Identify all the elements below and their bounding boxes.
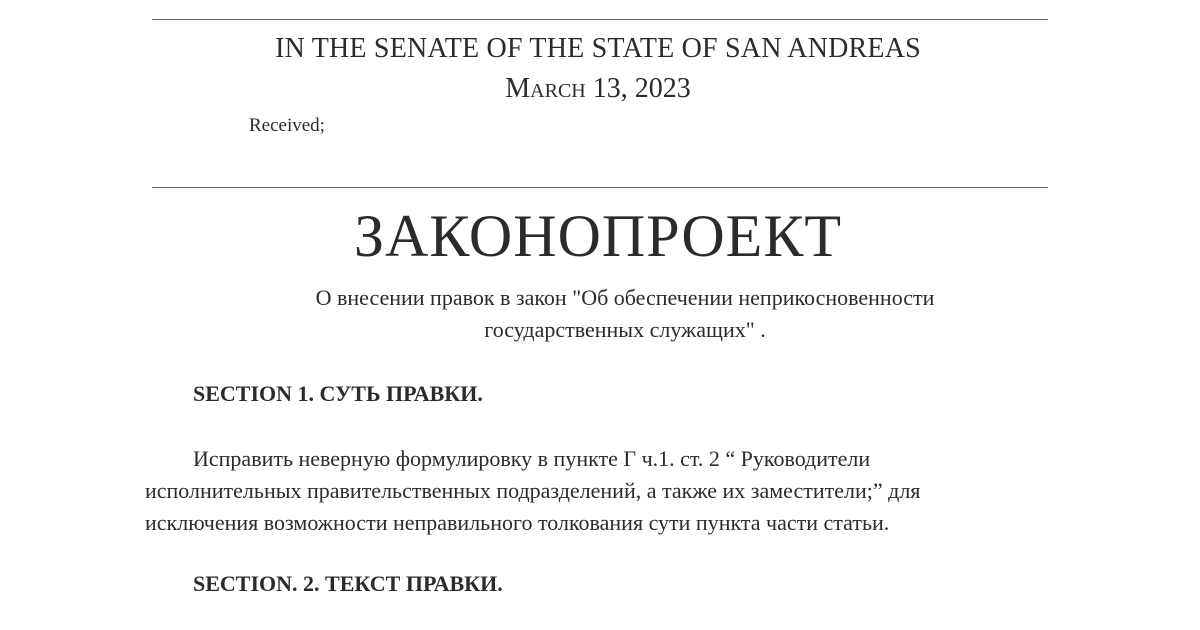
senate-heading: IN THE SENATE OF THE STATE OF SAN ANDREAS <box>275 33 921 64</box>
header-divider <box>152 187 1048 188</box>
bill-subtitle <box>250 282 1000 346</box>
bill-subtitle-line-1: О внесении правок в закон "Об обеспечении неприкосновенности <box>315 285 935 310</box>
section-1-body <box>145 443 1025 539</box>
section-2-heading: SECTION. 2. ТЕКСТ ПРАВКИ. <box>193 571 503 596</box>
document-date: March 13, 2023 <box>505 73 691 104</box>
section-1-heading: SECTION 1. СУТЬ ПРАВКИ. <box>193 381 483 406</box>
top-divider <box>152 19 1048 20</box>
section-1-body-line-1: Исправить неверную формулировку в пункте Г ч.1. ст. 2 “ Руководители <box>193 446 871 471</box>
section-1-body-line-2: исполнительных правительственных подразделений, а также их заместители;” для <box>145 478 921 503</box>
bill-title: ЗАКОНОПРОЕКТ <box>354 203 842 269</box>
section-1-body-line-3: исключения возможности неправильного толкования сути пункта части статьи. <box>145 510 890 535</box>
bill-subtitle-line-2: государственных служащих" . <box>484 317 766 342</box>
received-label: Received; <box>249 115 325 136</box>
